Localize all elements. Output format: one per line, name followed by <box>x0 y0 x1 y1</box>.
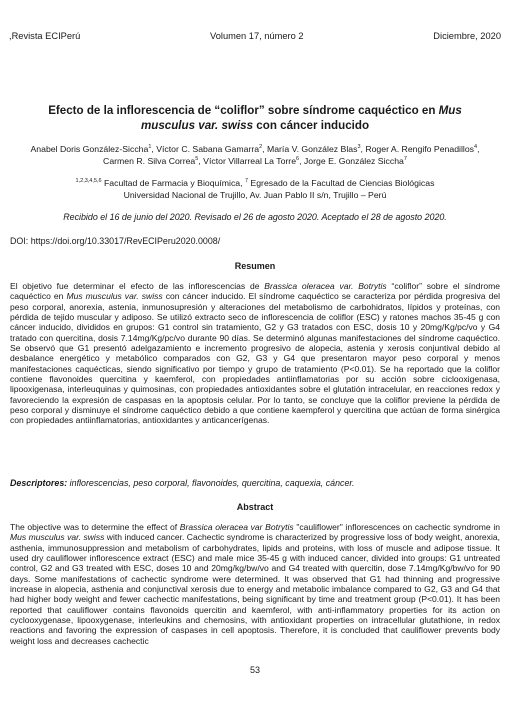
journal-name: ,Revista ECIPerú <box>9 31 81 41</box>
species-name: Brassica oleracea var. Botrytis <box>264 281 387 291</box>
running-header <box>9 31 501 43</box>
keywords-label: Descriptores: <box>10 478 68 488</box>
affiliation-marker: 7 <box>244 178 249 185</box>
affiliation-2: Egresado de la Facultad de Ciencias Biológicas <box>248 178 435 188</box>
species-name: Mus musculus var. swiss <box>66 291 163 302</box>
resumen-heading: Resumen <box>234 261 276 271</box>
title-species: Mus musculus var. swiss <box>140 104 462 132</box>
doi-link[interactable]: DOI: https://doi.org/10.33017/RevECIPeru2020.0008/ <box>10 236 221 246</box>
paper-title <box>20 103 490 133</box>
author: Víctor Villarreal La Torre$^6$, <box>203 156 304 166</box>
author: Roger A. Rengifo Penadillos$^4$, <box>365 144 480 154</box>
volume-number: Volumen 17, número 2 <box>210 31 304 41</box>
author: Anabel Doris González-Siccha$^1$, <box>30 144 157 154</box>
affiliation-marker: 1,2,3,4,5,6 <box>75 178 102 185</box>
resumen-body: El objetivo fue determinar el efecto de las inflorescencias de Brassica oleracea var. Botrytis “coliflor” sobre el síndrome caquéctico en Mus musculus var. swiss con cáncer inducido. El síndrome caquéctico se caracteriza por pérdida progresiva del peso corporal, anorexia, astenia, inmunosupresión y alteraciones del metabolismo de carbohidratos, lípidos y proteínas, con pérdida de tejido muscular y adiposo. Se utilizó extracto seco de inflorescencia de coliflor (ESC) y ratones machos 35-45 g con cáncer inducido, divididos en grupos: G1 control sin tratamiento, G2 y G3 tratados con ESC, dosis 10 y 20mg/Kg/pc/vo y G4 tratado con quercitina, dosis 7.14mg/Kg/pc/vo durante 90 días. Se determinó algunas manifestaciones del síndrome caquéctico. Se observó que G1 presentó adelgazamiento e incremento progresivo de alopecia, astenia y xerosis conjuntival debido al desbalance energético y metabólico comparados con G2, G3 y G4 que presentaron mayor peso corporal y menos manifestaciones caquécticas, siendo significativo por tiempo y grupo de tratamiento (P<0.01). Se ha reportado que la coliflor contiene flavonoides quercitina y kaemferol, con propiedades antiinflamatorias por su acción sobre ciclooxigenasa, lipooxigenasa, interleuquinas y quimosinas, con propiedades antioxidantes sobre el glutatión intracelular, en reacciones redox y favoreciendo la expresión de caspasas en la apoptosis celular. Por lo tanto, se concluye que la coliflor previene la pérdida de peso corporal y disminuye el síndrome caquéctico debido a que contiene kaempferol y quercitina que actúan de forma sinérgica con propiedades antiinflamatorias, antioxidantes y anticancerígenas. <box>10 281 501 426</box>
author: Jorge E. González Siccha$^7$ <box>303 156 407 166</box>
species-name: Mus musculus var. swiss <box>10 532 105 543</box>
keywords-text: inflorescencias, peso corporal, flavonoides, quercitina, caquexia, cáncer. <box>67 478 355 488</box>
title-part-1: Efecto de la inflorescencia de “coliflor” sobre síndrome caquéctico en <box>48 104 439 117</box>
abstract-body: The objective was to determine the effect of Brassica oleracea var Botrytis "cauliflower" inflorescences on cachectic syndrome in Mus musculus var. swiss with induced cancer. Cachectic syndrome is characterized by progressive loss of body weight, anorexia, asthenia, immunosuppression and metabolism of carbohydrates, lipids and proteins, with loss of muscle and adipose tissue. It used dry cauliflower inflorescence extract (ESC) and male mice 35-45 g with induced cancer, divided into groups: G1 untreated control, G2 and G3 treated with ESC, doses 10 and 20mg/kg/bw/vo and G4 treated with quercitin, dose 7.14mg/Kg/bw/vo for 90 days. Some manifestations of cachectic syndrome were determined. It was observed that G1 had thinning and progressive increase in alopecia, asthenia and conjunctival xerosis due to energy and metabolic imbalance compared to G2, G3 and G4 that had higher body weight and fewer cachectic manifestations, being significant by time and treatment group (P<0.01). It has been reported that cauliflower contains flavonoids quercitin and kaemferol, with anti-inflammatory properties for its action on cyclooxygenase, lipooxygenase, interleukins and chemosins, with antioxidant properties on intracellular glutathione, in redox reactions and favoring the expression of caspases in cell apoptosis. Therefore, it is concluded that cauliflower prevents body weight loss and decreases cachectic <box>10 522 500 646</box>
author: Carmen R. Silva Correa$^5$, <box>103 156 204 166</box>
author: María V. González Blas$^3$, <box>266 144 366 154</box>
species-name: Brassica oleracea var Botrytis <box>179 522 294 532</box>
keywords <box>10 478 500 488</box>
author-list <box>16 143 494 167</box>
issue-date: Diciembre, 2020 <box>433 31 501 41</box>
affiliations <box>30 177 480 201</box>
title-part-2: con cáncer inducido <box>253 119 370 132</box>
affiliation-1: Facultad de Farmacia y Bioquímica, <box>101 178 245 188</box>
author: Víctor C. Sabana Gamarra$^2$, <box>156 144 267 154</box>
abstract-heading: Abstract <box>236 502 274 512</box>
page-number: 53 <box>249 665 260 675</box>
submission-dates: Recibido el 16 de junio del 2020. Revisado el 26 de agosto 2020. Aceptado el 28 de agosto 2020. <box>63 212 447 222</box>
university-address: Universidad Nacional de Trujillo, Av. Juan Pablo II s/n, Trujillo – Perú <box>123 190 387 200</box>
